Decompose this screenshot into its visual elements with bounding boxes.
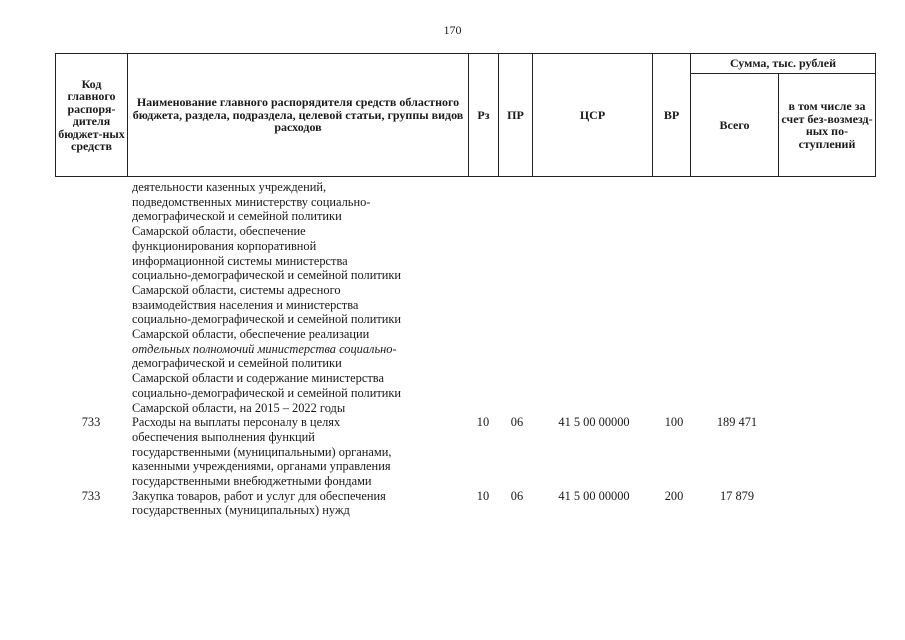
row-csr: 41 5 00 00000 xyxy=(558,415,630,430)
row-name-line: функционирования корпоративной xyxy=(132,238,317,253)
row-name xyxy=(132,180,472,415)
header-total: Всего xyxy=(691,74,779,177)
row-pr: 06 xyxy=(510,488,524,503)
row-sum: 17 879 xyxy=(719,488,755,503)
header-vr: ВР xyxy=(653,54,691,177)
row-name-line: Закупка товаров, работ и услуг для обеспечения xyxy=(132,488,386,503)
row-name xyxy=(132,415,472,489)
row-rz: 10 xyxy=(476,415,490,430)
header-rz: Рз xyxy=(469,54,499,177)
page-number: 170 xyxy=(443,23,462,37)
row-name xyxy=(132,489,472,518)
row-code: 733 xyxy=(81,415,101,430)
row-code: 733 xyxy=(81,488,101,503)
row-name-line: социально-демографической и семейной политики xyxy=(132,312,402,327)
row-name-line: Самарской области, обеспечение xyxy=(132,224,306,239)
table-body xyxy=(55,180,880,518)
table-row xyxy=(55,489,880,518)
row-name-line: Самарской области и содержание министерства xyxy=(132,371,384,386)
row-name-line: казенными учреждениями, органами управления xyxy=(132,459,391,474)
header-code: Код главного распоря-дителя бюджет-ных средств xyxy=(56,54,128,177)
table-row xyxy=(55,180,880,415)
row-name-line: Самарской области, обеспечение реализации xyxy=(132,327,370,342)
row-name-line: Самарской области, на 2015 – 2022 годы xyxy=(132,400,346,415)
row-sum: 189 471 xyxy=(716,415,758,430)
row-name-line: взаимодействия населения и министерства xyxy=(132,297,359,312)
row-csr: 41 5 00 00000 xyxy=(558,488,630,503)
row-pr: 06 xyxy=(510,415,524,430)
row-name-line: социально-демографической и семейной политики xyxy=(132,385,402,400)
row-name-line: Расходы на выплаты персоналу в целях xyxy=(132,415,341,430)
row-name-line: социально-демографической и семейной политики xyxy=(132,268,402,283)
row-vr: 200 xyxy=(664,488,684,503)
table-header xyxy=(55,53,876,177)
row-name-line: отдельных полномочий министерства социально- xyxy=(132,341,397,356)
header-sum: Сумма, тыс. рублей xyxy=(691,54,876,74)
row-name-line: государственных (муниципальных) нужд xyxy=(132,503,350,518)
row-name-line: обеспечения выполнения функций xyxy=(132,429,315,444)
header-pr: ПР xyxy=(499,54,533,177)
row-name-line: подведомственных министерству социально- xyxy=(132,194,371,209)
header-incl: в том числе за счет без-возмезд-ных по-ступлений xyxy=(779,74,876,177)
row-name-line: демографической и семейной политики xyxy=(132,209,342,224)
table-row xyxy=(55,415,880,489)
row-rz: 10 xyxy=(476,488,490,503)
row-name-line: государственными внебюджетными фондами xyxy=(132,474,372,489)
header-csr: ЦСР xyxy=(533,54,653,177)
row-name-line: Самарской области, системы адресного xyxy=(132,282,341,297)
row-name-line: деятельности казенных учреждений, xyxy=(132,180,327,194)
row-name-line: государственными (муниципальными) органами, xyxy=(132,444,392,459)
header-name: Наименование главного распорядителя средств областного бюджета, раздела, подраздела, целевой статьи, группы видов расходов xyxy=(128,54,469,177)
row-name-line: демографической и семейной политики xyxy=(132,356,342,371)
row-vr: 100 xyxy=(664,415,684,430)
row-name-line: информационной системы министерства xyxy=(132,253,348,268)
